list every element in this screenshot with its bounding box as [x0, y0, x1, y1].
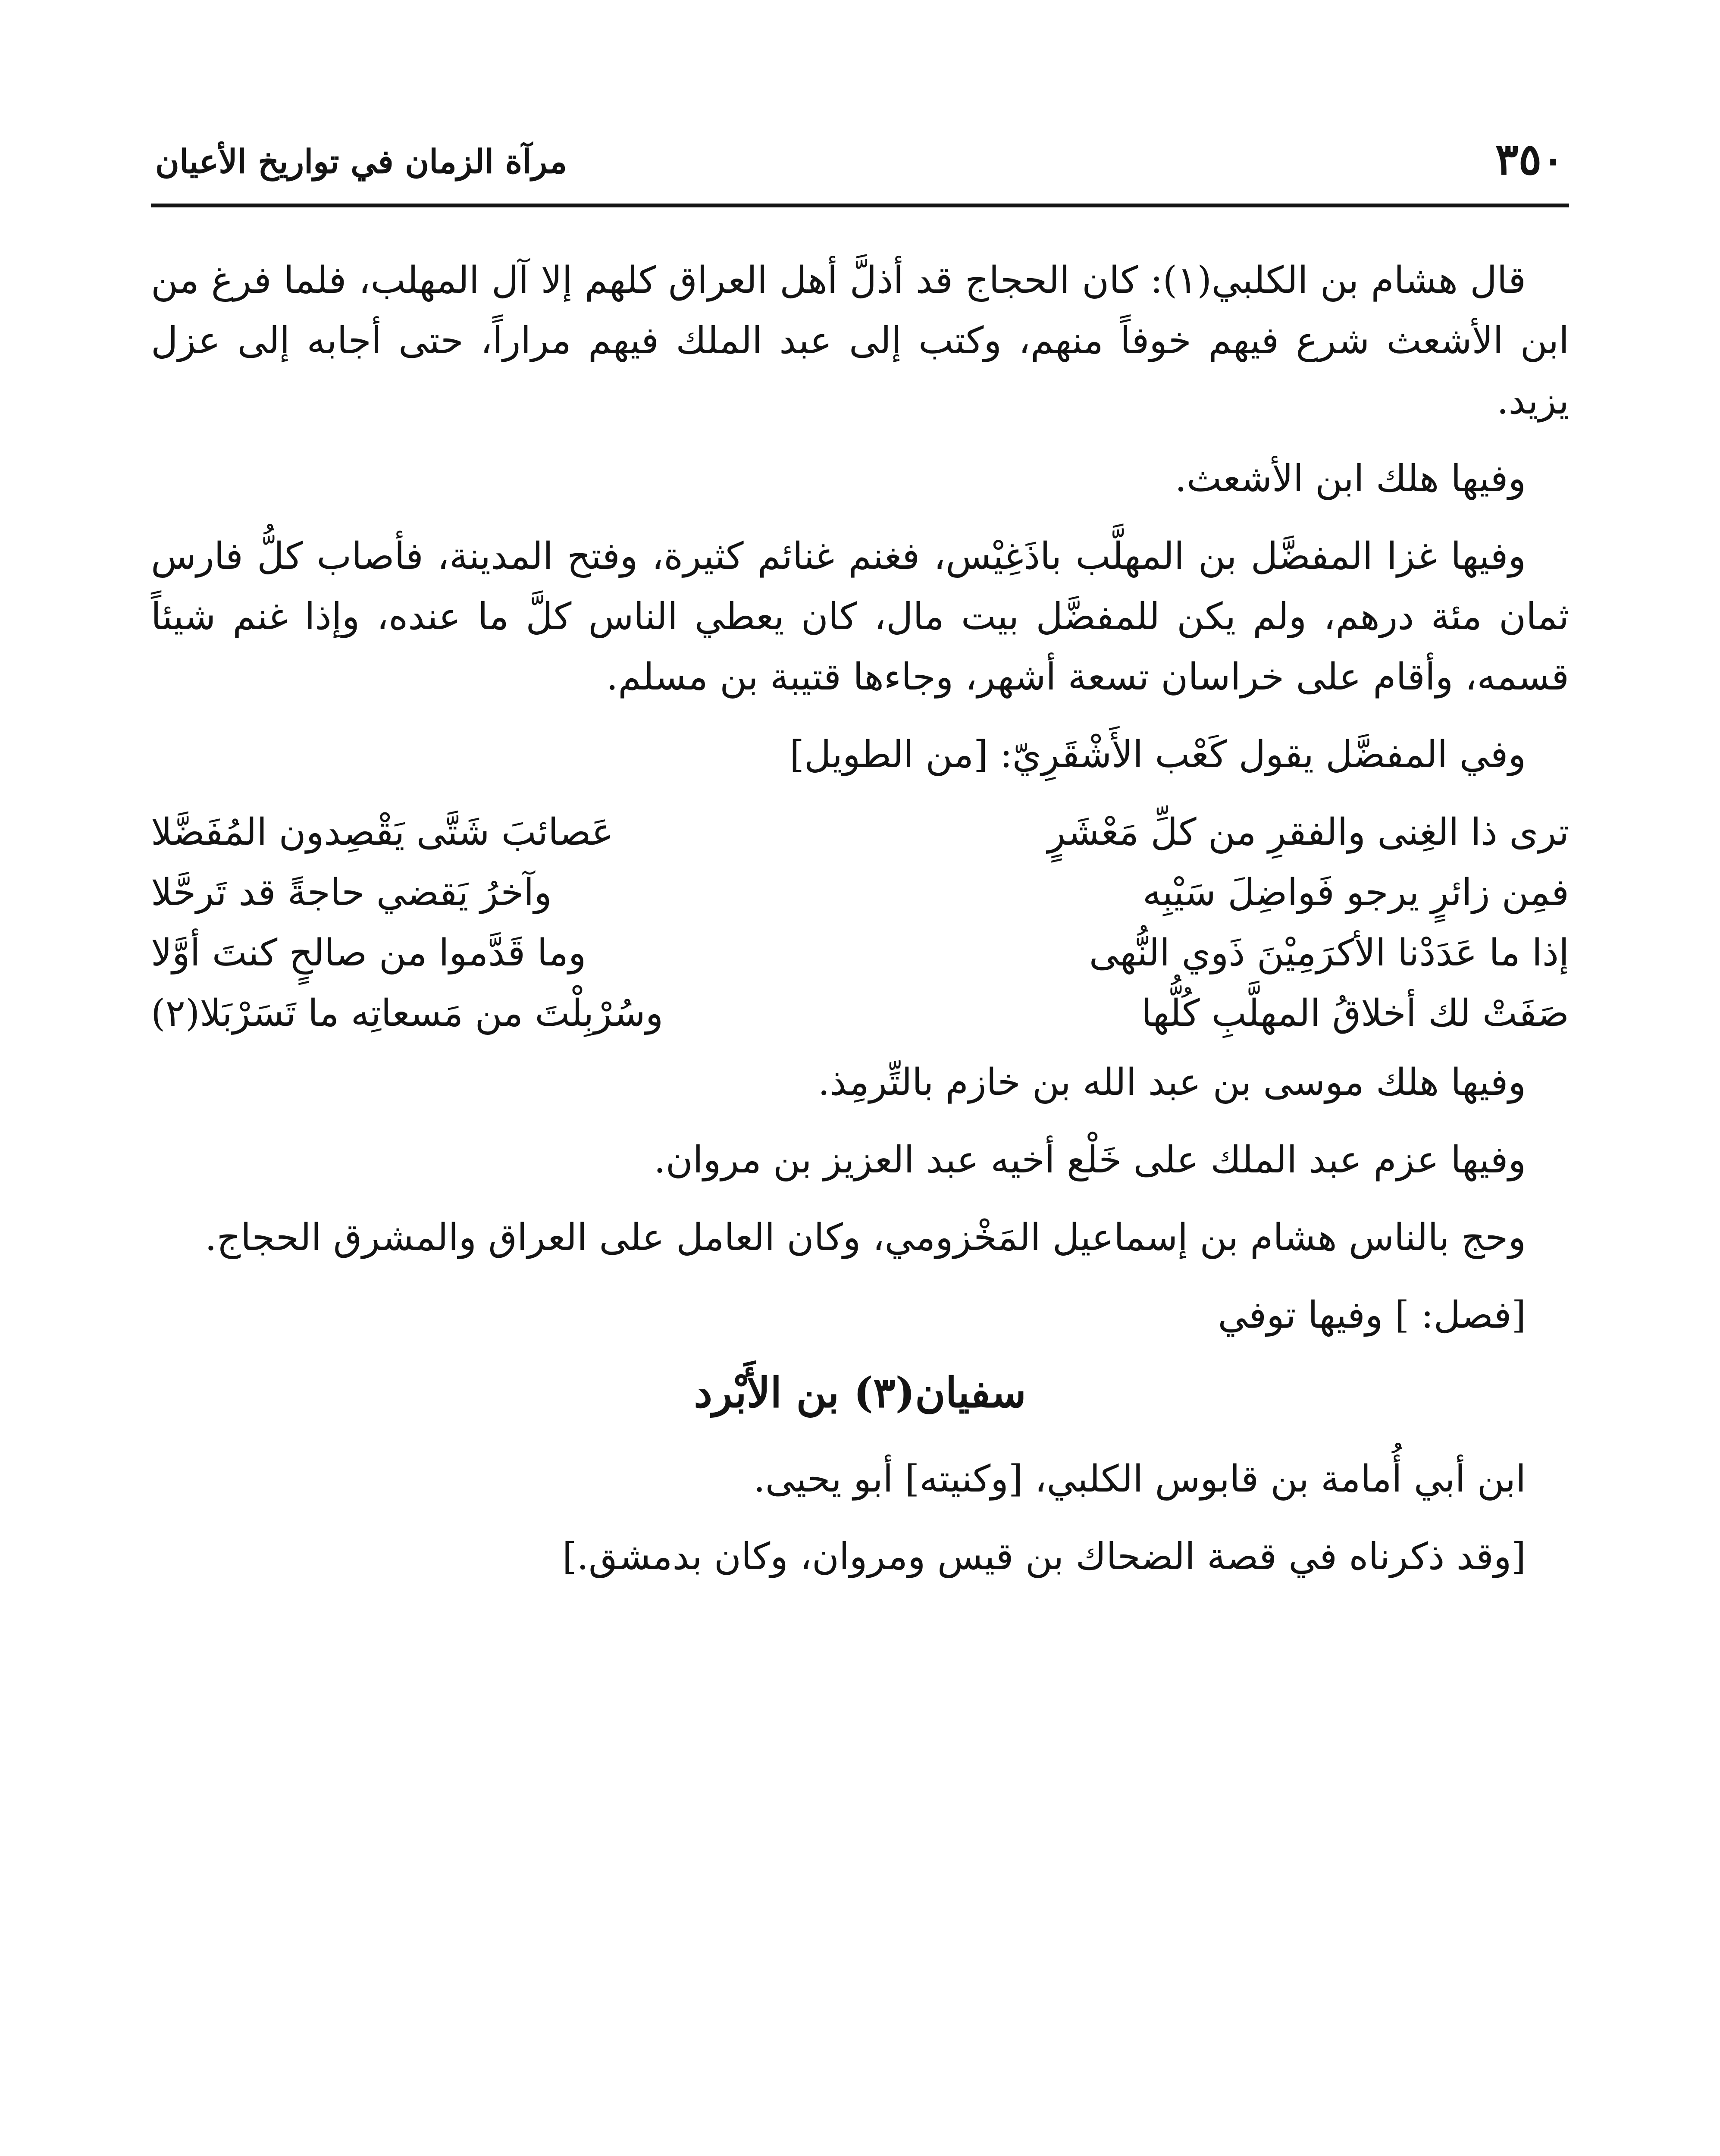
poem-verse: [151, 862, 1569, 923]
first-hemistich: صَفَتْ لك أخلاقُ المهلَّبِ كُلُّها: [1141, 992, 1569, 1035]
running-header: [155, 129, 1565, 194]
poem: [151, 802, 1569, 1044]
paragraph: وفيها هلك موسى بن عبد الله بن خازم بالتِّرمِذ.: [818, 1061, 1526, 1104]
second-hemistich: عَصائبَ شَتَّى يَقْصِدون المُفَضَّلا: [151, 811, 614, 854]
paragraph: [وقد ذكرناه في قصة الضحاك بن قيس ومروان، وكان بدمشق.]: [562, 1535, 1526, 1578]
paragraph: ابن أبي أُمامة بن قابوس الكلبي، [وكنيته] أبو يحيى.: [753, 1457, 1526, 1501]
paragraph: وفيها هلك ابن الأشعث.: [1175, 457, 1526, 500]
page-number: ٣٥٠: [1495, 134, 1565, 185]
section-heading: سفيان(٣) بن الأَبْرد: [694, 1368, 1026, 1417]
first-hemistich: إذا ما عَدَدْنا الأكرَمِيْنَ ذَوي النُّهى: [1089, 931, 1569, 975]
second-hemistich: وآخرُ يَقضي حاجةً قد تَرحَّلا: [151, 871, 552, 914]
poem-verse: [151, 923, 1569, 983]
first-hemistich: فمِن زائرٍ يرجو فَواضِلَ سَيْبِه: [1142, 871, 1569, 914]
second-hemistich: وما قَدَّموا من صالحٍ كنتَ أوَّلا: [151, 931, 586, 975]
poem-intro: وفي المفضَّل يقول كَعْب الأَشْقَرِيّ: [من الطويل]: [790, 733, 1526, 776]
paragraph: وفيها عزم عبد الملك على خَلْع أخيه عبد العزيز بن مروان.: [654, 1138, 1526, 1181]
header-divider: [151, 204, 1569, 207]
second-hemistich: وسُرْبِلْتَ من مَسعاتِه ما تَسَرْبَلا(٢): [151, 992, 664, 1035]
paragraph: قال هشام بن الكلبي(١): كان الحجاج قد أذلَّ أهل العراق كلهم إلا آل المهلب، فلما فرغ من ابن الأشعث شرع فيهم خوفاً منهم، وكتب إلى عبد الملك فيهم مراراً، حتى أجابه إلى عزل يزيد.: [151, 259, 1569, 423]
paragraph: وفيها غزا المفضَّل بن المهلَّب باذَغِيْس، فغنم غنائم كثيرة، وفتح المدينة، فأصاب كلُّ فارس ثمان مئة درهم، ولم يكن للمفضَّل بيت مال، كان يعطي الناس كلَّ ما عنده، وإذا غنم شيئاً قسمه، وأقام على خراسان تسعة أشهر، وجاءها قتيبة بن مسلم.: [151, 535, 1569, 699]
paragraph: وحج بالناس هشام بن إسماعيل المَخْزومي، وكان العامل على العراق والمشرق الحجاج.: [205, 1216, 1526, 1259]
first-hemistich: ترى ذا الغِنى والفقرِ من كلِّ مَعْشَرٍ: [1047, 811, 1569, 854]
section-intro: [فصل: ] وفيها توفي: [1218, 1294, 1526, 1337]
book-title: مرآة الزمان في تواريخ الأعيان: [155, 142, 567, 181]
main-text: [151, 250, 1569, 1604]
poem-verse: [151, 983, 1569, 1044]
poem-verse: [151, 802, 1569, 862]
